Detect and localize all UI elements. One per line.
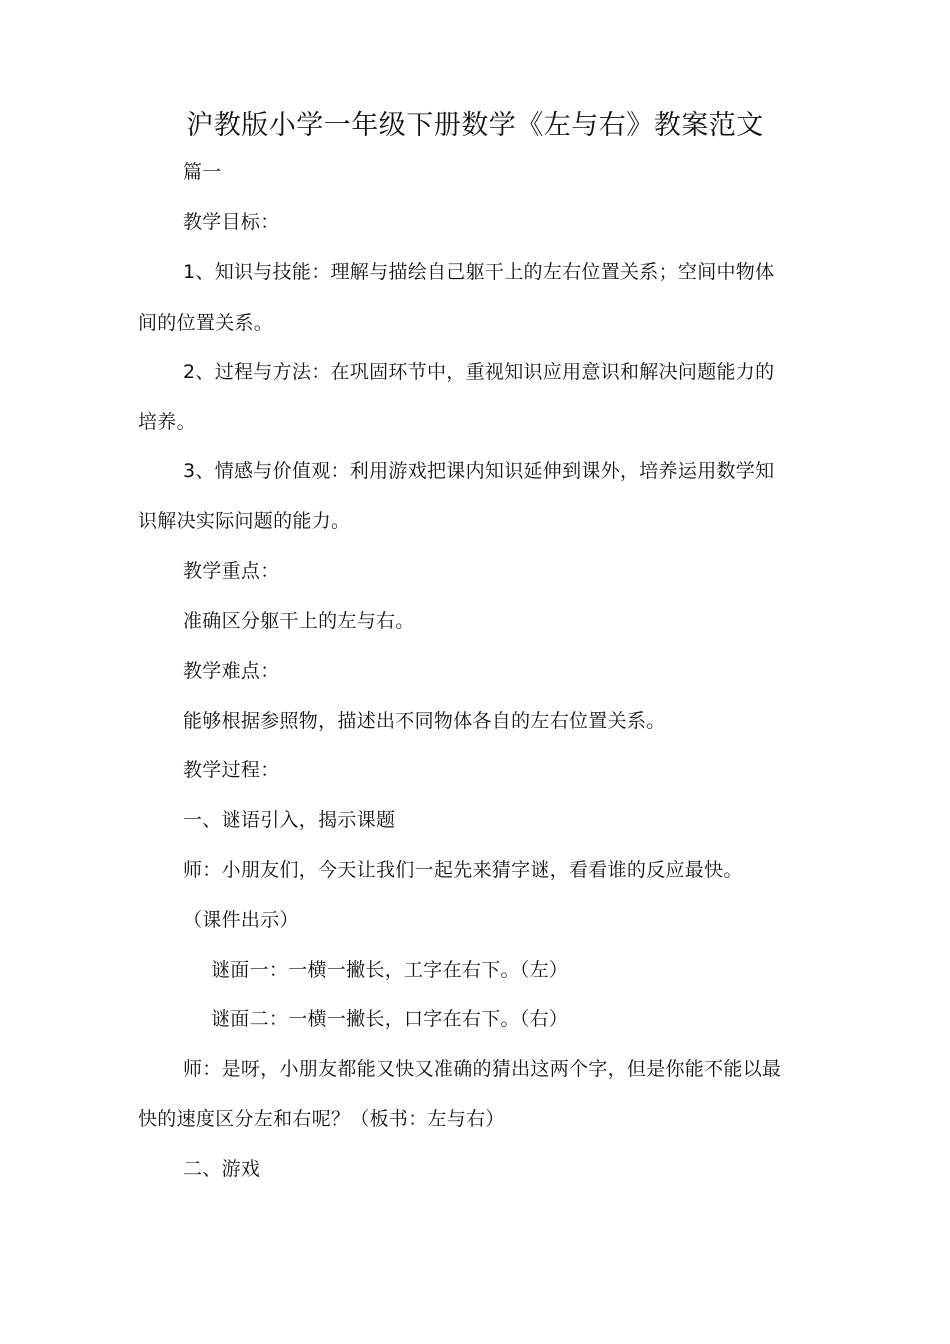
text-line: 3、情感与价值观：利用游戏把课内知识延伸到课外，培养运用数学知 [183,460,775,482]
text-line: 篇一 [183,161,222,183]
text-line: 教学目标： [183,211,280,233]
text-line: （课件出示） [183,909,299,931]
document-title: 沪教版小学一年级下册数学《左与右》教案范文 [186,110,764,141]
text-line: 师：是呀，小朋友都能又快又准确的猜出这两个字，但是你能不能以最 [183,1058,782,1080]
text-line: 二、游戏 [183,1158,261,1180]
text-line: 间的位置关系。 [138,312,274,334]
text-line: 快的速度区分左和右呢？（板书：左与右） [138,1108,505,1130]
text-line: 教学重点： [183,560,280,582]
text-line: 师：小朋友们，今天让我们一起先来猜字谜，看看谁的反应最快。 [183,859,743,881]
text-line: 培养。 [138,411,196,433]
text-line: 教学难点： [183,660,280,682]
text-line: 谜面二：一横一撇长，口字在右下。（右） [211,1008,569,1030]
text-line: 能够根据参照物，描述出不同物体各自的左右位置关系。 [183,710,666,732]
text-line: 识解决实际问题的能力。 [138,510,351,532]
text-line: 一、谜语引入，揭示课题 [183,809,396,831]
text-line: 教学过程： [183,759,280,781]
text-line: 2、过程与方法：在巩固环节中，重视知识应用意识和解决问题能力的 [183,361,775,383]
text-line: 1、知识与技能：理解与描绘自己躯干上的左右位置关系；空间中物体 [183,261,775,283]
text-line: 准确区分躯干上的左与右。 [183,610,415,632]
text-line: 谜面一：一横一撇长，工字在右下。（左） [211,959,569,981]
